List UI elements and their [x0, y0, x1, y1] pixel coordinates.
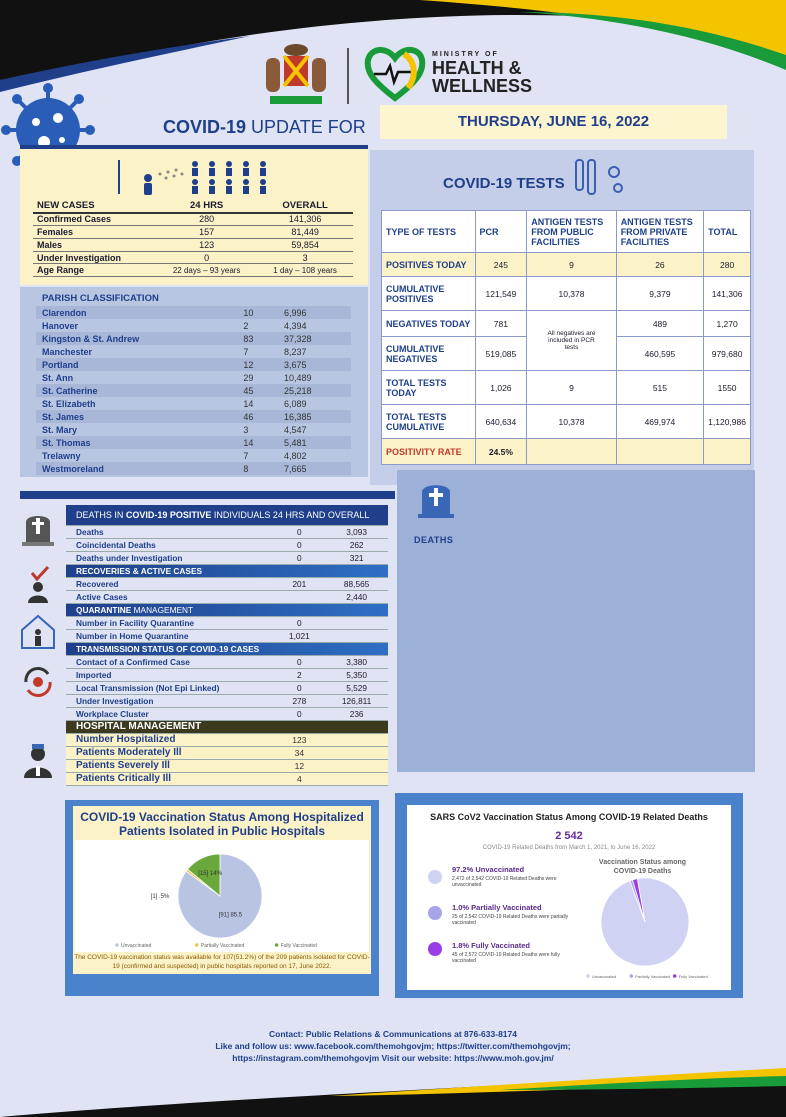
tests-private: 469,974 [616, 405, 703, 439]
footer-website: https://instagram.com/themohgovjm Visit our website: https://www.moh.gov.jm/ [232, 1053, 554, 1063]
recovered-person-icon [18, 565, 58, 605]
hospital-title: HOSPITAL MANAGEMENT [66, 720, 388, 733]
parish-24h: 10 [237, 306, 278, 319]
transmission-row [66, 681, 388, 694]
parish-overall: 25,218 [278, 384, 351, 397]
ministry-small-label: MINISTRY OF [432, 51, 499, 58]
transmission-overall: 126,811 [325, 694, 388, 707]
vax-deaths-pie-chart [565, 875, 725, 985]
cases-row [33, 213, 353, 226]
update-title [163, 117, 366, 138]
deaths-24h: 0 [273, 551, 325, 564]
deaths-label-cell: Coincidental Deaths [66, 538, 273, 551]
hospital-label: Patients Critically Ill [66, 772, 273, 785]
quarantine-title-a: QUARANTINE [76, 604, 132, 615]
parish-24h: 46 [237, 410, 278, 423]
cases-label: Males [33, 238, 156, 251]
transmission-label: Workplace Cluster [66, 707, 273, 720]
tests-public: 10,378 [527, 277, 616, 311]
transmission-24h: 0 [273, 655, 325, 668]
empty-cell [325, 772, 388, 785]
legend-label: Partially Vaccinated [635, 974, 671, 979]
transmission-label: Imported [66, 668, 273, 681]
deaths-row [66, 551, 388, 564]
tests-row [382, 311, 751, 337]
parish-name: St. Catherine [36, 384, 237, 397]
hospital-label: Patients Moderately Ill [66, 746, 273, 759]
transmission-overall: 5,350 [325, 668, 388, 681]
tests-total: 1,270 [704, 311, 751, 337]
vd-desc-unvaccinated: 2,472 of 2,542 COVID-19 Related Deaths were unvaccinated [452, 876, 557, 888]
empty-cell [325, 746, 388, 759]
parish-overall: 4,394 [284, 320, 307, 331]
hospital-row [66, 733, 388, 746]
vax-deaths-count: 2 542 [555, 830, 583, 842]
parish-24h: 14 [243, 398, 254, 409]
cases-row [33, 264, 353, 277]
parish-name: Portland [36, 358, 237, 371]
parish-overall: 8,237 [284, 346, 307, 357]
cases-header-row [33, 200, 353, 213]
cases-overall: 59,854 [257, 238, 353, 251]
legend-marker [115, 943, 119, 947]
cases-divider [118, 160, 120, 194]
parish-24h: 7 [243, 346, 249, 357]
legend-marker [586, 974, 590, 978]
cases-row [33, 251, 353, 264]
hospital-value: 34 [273, 746, 325, 759]
tests-total: 1550 [704, 371, 751, 405]
hospital-row [66, 746, 388, 759]
cases-label: Under Investigation [33, 251, 156, 264]
parish-name: Manchester [42, 346, 93, 357]
tests-header: ANTIGEN TESTS FROM PUBLIC FACILITIES [527, 211, 616, 253]
tests-public: 9 [527, 253, 616, 277]
cases-label: Confirmed Cases [33, 213, 156, 226]
deaths-row [66, 525, 388, 538]
transmission-24h: 0 [273, 681, 325, 694]
legend-label: Fully Vaccinated [678, 974, 708, 979]
deaths-overall: 321 [325, 551, 388, 564]
pie-label: [1] .5% [150, 894, 170, 900]
coat-of-arms-icon [260, 40, 332, 108]
deaths-label: DEATHS [414, 535, 454, 545]
parish-overall: 37,328 [278, 332, 351, 345]
transmission-overall: 3,380 [325, 655, 388, 668]
cases-overall: 3 [257, 251, 353, 264]
quarantine-header-row [66, 603, 388, 616]
cases-24h: 22 days – 93 years [156, 264, 257, 277]
parish-row [36, 449, 351, 462]
tests-header-row [382, 211, 751, 253]
parish-row [36, 384, 351, 397]
fully-vaccinated-dot-icon [428, 942, 442, 956]
doctor-icon [18, 740, 58, 780]
deaths-24h: 0 [273, 538, 325, 551]
footer-contact: Contact: Public Relations & Communications at 876-633-8174 [269, 1029, 517, 1039]
transmission-24h: 0 [273, 707, 325, 720]
footer [0, 1028, 786, 1064]
transmission-row [66, 694, 388, 707]
report-date: THURSDAY, JUNE 16, 2022 [380, 105, 727, 139]
tests-private: 489 [616, 311, 703, 337]
parish-24h: 12 [237, 358, 278, 371]
deaths-overall: 262 [325, 538, 388, 551]
parish-row [36, 436, 351, 449]
deaths-overall: 3,093 [325, 525, 388, 538]
pie-label: [15] 14% [198, 871, 222, 878]
parish-row [36, 397, 351, 410]
transmission-24h: 2 [273, 668, 325, 681]
tests-row-label: TOTAL TESTS CUMULATIVE [382, 405, 476, 439]
parish-row [36, 345, 351, 358]
parish-24h: 45 [237, 384, 278, 397]
stats-title-row [66, 505, 388, 525]
vax-hosp-chart-area [75, 840, 369, 952]
hospital-value: 4 [273, 772, 325, 785]
parish-title-row [36, 290, 351, 306]
vax-hosp-title: COVID-19 Vaccination Status Among Hospitalized Patients Isolated in Public Hospitals [80, 810, 364, 838]
tests-total: 141,306 [704, 277, 751, 311]
negatives-note: All negatives are included in PCR tests [527, 311, 616, 371]
tombstone-small-icon [18, 508, 58, 548]
parish-overall: 6,089 [284, 398, 307, 409]
hospital-label: Patients Severely Ill [66, 759, 273, 772]
unvaccinated-dot-icon [428, 870, 442, 884]
parish-overall: 10,489 [284, 372, 312, 383]
tests-public: 10,378 [527, 405, 616, 439]
cases-header-24h: 24 HRS [156, 200, 257, 213]
empty-cell [325, 759, 388, 772]
tests-header: PCR [475, 211, 527, 253]
parish-24h: 8 [237, 462, 278, 475]
parish-name: St. Elizabeth [42, 398, 96, 409]
parish-24h: 29 [243, 372, 254, 383]
quarantine-title-b: MANAGEMENT [131, 604, 194, 615]
transmission-row [66, 668, 388, 681]
test-tubes-icon [570, 158, 630, 208]
legend-label: Partially Vaccinated [200, 943, 245, 949]
parish-row [36, 410, 351, 423]
tests-header: TYPE OF TESTS [382, 211, 476, 253]
parish-name: St. Thomas [36, 436, 237, 449]
tests-pcr: 519,085 [475, 337, 527, 371]
quarantine-overall [325, 629, 388, 642]
vax-deaths-title: SARS CoV2 Vaccination Status Among COVID-19 Related Deaths [430, 812, 708, 822]
footer-social: Like and follow us: www.facebook.com/themohgovjm; https://twitter.com/themohgovjm; [215, 1041, 571, 1051]
vd-chart-title: Vaccination Status among COVID-19 Deaths [598, 859, 687, 875]
recoveries-title: RECOVERIES & ACTIVE CASES [66, 564, 388, 577]
vax-hosp-note: The COVID-19 vaccination status was available for 107(51.2%) of the 209 patients isolated for COVID-19 (confirmed and suspected) in public hospitals reported on 17, June 2022. [74, 954, 370, 970]
transmission-row [66, 707, 388, 720]
transmission-title: TRANSMISSION STATUS OF COVID-19 CASES [66, 642, 388, 655]
quarantine-title [66, 603, 388, 616]
hospital-row [66, 772, 388, 785]
tests-private: 460,595 [616, 337, 703, 371]
transmission-label: Contact of a Confirmed Case [66, 655, 273, 668]
ministry-line2: WELLNESS [432, 76, 533, 96]
recoveries-label: Active Cases [66, 590, 273, 603]
parish-name: Clarendon [36, 306, 237, 319]
tests-row [382, 277, 751, 311]
parish-overall: 4,802 [284, 450, 307, 461]
empty-cell [704, 439, 751, 465]
vd-desc-partial: 25 of 2,542 COVID-19 Related Deaths were partially vaccinated [452, 914, 569, 926]
transmission-cycle-icon [18, 662, 58, 702]
parish-title: PARISH CLASSIFICATION [42, 292, 159, 304]
parish-name: Trelawny [42, 450, 81, 461]
parish-overall: 4,547 [284, 424, 307, 435]
tests-private: 9,379 [616, 277, 703, 311]
cases-24h: 0 [156, 251, 257, 264]
parish-overall: 16,385 [278, 410, 351, 423]
hospital-value: 123 [273, 733, 325, 746]
update-title-rest: UPDATE FOR [251, 117, 366, 137]
transmission-row [66, 655, 388, 668]
ministry-line1: HEALTH & [432, 58, 522, 78]
transmission-header-row [66, 642, 388, 655]
hospital-header-row [66, 720, 388, 733]
ministry-name [432, 50, 532, 95]
hospital-row [66, 759, 388, 772]
deaths-label-cell: Deaths [66, 525, 273, 538]
tombstone-icon [418, 478, 454, 518]
tests-header: ANTIGEN TESTS FROM PRIVATE FACILITIES [616, 211, 703, 253]
positivity-label: POSITIVITY RATE [382, 439, 476, 465]
tests-row-label: CUMULATIVE POSITIVES [382, 277, 476, 311]
stats-table [66, 505, 388, 786]
tests-public: 9 [527, 371, 616, 405]
stats-title-b: COVID-19 POSITIVE [125, 509, 212, 520]
quarantine-24h: 1,021 [273, 629, 325, 642]
tests-row-label: TOTAL TESTS TODAY [382, 371, 476, 405]
parish-name: St. James [36, 410, 237, 423]
tests-row [382, 253, 751, 277]
header-divider [347, 48, 349, 104]
parish-row [36, 306, 351, 319]
empty-cell [616, 439, 703, 465]
tests-private: 515 [616, 371, 703, 405]
cases-label: Females [33, 226, 156, 239]
vax-deaths-subtitle: COVID-19 Related Deaths from March 1, 2021, to June 16, 2022 [482, 845, 656, 851]
parish-overall: 3,675 [278, 358, 351, 371]
tests-row-label: NEGATIVES TODAY [382, 311, 476, 337]
home-quarantine-icon [18, 612, 58, 652]
positivity-row [382, 439, 751, 465]
hospital-label: Number Hospitalized [66, 733, 273, 746]
cases-row [33, 226, 353, 239]
parish-table [36, 290, 351, 475]
tests-row [382, 371, 751, 405]
recoveries-header-row [66, 564, 388, 577]
hospital-value: 12 [273, 759, 325, 772]
parish-overall: 5,481 [278, 436, 351, 449]
recoveries-24h: 201 [273, 577, 325, 590]
tests-total: 1,120,986 [704, 405, 751, 439]
parish-name: St. Mary [42, 424, 78, 435]
empty-cell [325, 733, 388, 746]
parish-name: Westmoreland [36, 462, 237, 475]
deaths-label-cell: Deaths under Investigation [66, 551, 273, 564]
vd-desc-fully: 45 of 2,572 COVID-19 Related Deaths were fully vaccinated [452, 952, 560, 964]
parish-overall: 7,665 [278, 462, 351, 475]
parish-name: St. Ann [42, 372, 74, 383]
parish-row [36, 358, 351, 371]
transmission-overall: 5,529 [325, 681, 388, 694]
quarantine-label: Number in Home Quarantine [66, 629, 273, 642]
tests-pcr: 781 [475, 311, 527, 337]
transmission-label: Local Transmission (Not Epi Linked) [66, 681, 273, 694]
cases-24h: 123 [156, 238, 257, 251]
parish-row [36, 332, 351, 345]
tests-private: 26 [616, 253, 703, 277]
legend-label: Fully Vaccinated [280, 943, 317, 949]
new-cases-table [33, 200, 353, 277]
cases-24h: 280 [156, 213, 257, 226]
legend-marker [629, 974, 633, 978]
positivity-value: 24.5% [475, 439, 527, 465]
tests-total: 280 [704, 253, 751, 277]
parish-24h: 14 [237, 436, 278, 449]
stats-title [66, 505, 388, 525]
tests-pcr: 121,549 [475, 277, 527, 311]
parish-name: Hanover [42, 320, 79, 331]
parish-row [36, 319, 351, 332]
quarantine-row [66, 616, 388, 629]
vd-pct-unvaccinated: 97.2% Unvaccinated [452, 865, 525, 874]
tests-pcr: 640,634 [475, 405, 527, 439]
legend-label: Unvaccinated [591, 974, 617, 979]
cases-header-overall: OVERALL [257, 200, 353, 213]
cases-overall: 141,306 [257, 213, 353, 226]
people-group-icon [140, 160, 280, 196]
cases-label: Age Range [33, 264, 156, 277]
recoveries-row [66, 590, 388, 603]
parish-name: Kingston & St. Andrew [36, 332, 237, 345]
cases-overall: 81,449 [257, 226, 353, 239]
cases-24h: 157 [156, 226, 257, 239]
legend-label: Unvaccinated [121, 943, 152, 949]
parish-24h: 83 [237, 332, 278, 345]
recoveries-overall: 2,440 [325, 590, 388, 603]
recoveries-24h [273, 590, 325, 603]
cases-header-label: NEW CASES [33, 200, 156, 213]
tests-pcr: 245 [475, 253, 527, 277]
recoveries-overall: 88,565 [325, 577, 388, 590]
moh-heart-logo-icon [364, 44, 426, 102]
transmission-24h: 278 [273, 694, 325, 707]
parish-row [36, 462, 351, 475]
legend-marker [195, 943, 199, 947]
legend-marker [275, 943, 279, 947]
quarantine-24h: 0 [273, 616, 325, 629]
tests-pcr: 1,026 [475, 371, 527, 405]
tests-total: 979,680 [704, 337, 751, 371]
tests-header: TOTAL [704, 211, 751, 253]
update-title-bold: COVID-19 [163, 117, 247, 137]
cases-overall: 1 day – 108 years [257, 264, 353, 277]
deaths-24h: 0 [273, 525, 325, 538]
transmission-label: Under Investigation [66, 694, 273, 707]
transmission-overall: 236 [325, 707, 388, 720]
quarantine-overall [325, 616, 388, 629]
partially-vaccinated-dot-icon [428, 906, 442, 920]
section-bar [20, 491, 395, 499]
stats-title-a: DEATHS IN [76, 509, 126, 520]
tests-title: COVID-19 TESTS [443, 175, 565, 192]
parish-overall: 6,996 [278, 306, 351, 319]
pie-label: [91] 85.5 [218, 912, 243, 919]
legend-marker [673, 974, 677, 978]
quarantine-label: Number in Facility Quarantine [66, 616, 273, 629]
empty-cell [527, 439, 616, 465]
vd-pct-partial: 1.0% Partially Vaccinated [452, 903, 542, 912]
cases-row [33, 238, 353, 251]
parish-row [36, 371, 351, 384]
stats-title-c: INDIVIDUALS 24 HRS AND OVERALL [211, 509, 370, 520]
recoveries-row [66, 577, 388, 590]
recoveries-label: Recovered [66, 577, 273, 590]
parish-24h: 7 [243, 450, 249, 461]
parish-row [36, 423, 351, 436]
tests-row-label: POSITIVES TODAY [382, 253, 476, 277]
footer-swoosh [0, 1060, 786, 1117]
vd-pct-fully: 1.8% Fully Vaccinated [452, 941, 530, 950]
tests-row [382, 405, 751, 439]
quarantine-row [66, 629, 388, 642]
vax-hosp-pie-chart [75, 840, 369, 952]
tests-row-label: CUMULATIVE NEGATIVES [382, 337, 476, 371]
parish-24h: 2 [243, 320, 249, 331]
parish-24h: 3 [243, 424, 249, 435]
tests-table [381, 210, 751, 465]
deaths-row [66, 538, 388, 551]
